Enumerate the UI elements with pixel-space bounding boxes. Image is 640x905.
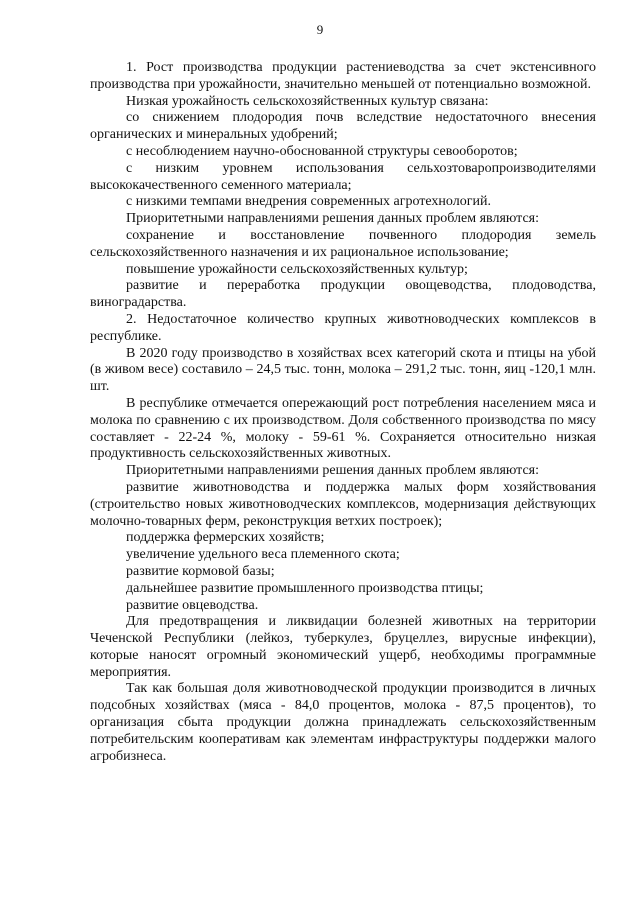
paragraph: 1. Рост производства продукции растениеводства за счет экстенсивного производства при урожайности, значительно меньшей от потенциально возможной. [90,60,596,92]
paragraph: повышение урожайности сельскохозяйственных культур; [126,261,468,277]
paragraph: В 2020 году производство в хозяйствах всех категорий скота и птицы на убой (в живом весе) составило – 24,5 тыс. тонн, молока – 291,2 тыс. тонн, яиц -120,1 млн. шт. [90,345,596,395]
paragraph: развитие животноводства и поддержка малых форм хозяйствования (строительство новых животноводческих комплексов, модернизация действующих молочно-товарных ферм, реконструкция ветхих построек); [90,479,596,529]
paragraph: увеличение удельного веса племенного скота; [126,547,400,563]
paragraph: сохранение и восстановление почвенного плодородия земель сельскохозяйственного назначения и их рациональное использование; [90,227,596,260]
paragraph: развитие овцеводства. [126,597,259,613]
paragraph: Так как большая доля животноводческой продукции производится в личных подсобных хозяйствах (мяса - 84,0 процентов, молока - 87,5 процентов), то организация сбыта продукции должна принадлежать сельскохозяйственным потребительским кооперативам как элементам инфраструктуры поддержки малого агробизнеса. [90,681,596,764]
paragraph: развитие кормовой базы; [126,563,275,579]
page-number: 9 [316,22,324,37]
paragraph: Приоритетными направлениями решения данных проблем являются: [126,463,540,479]
paragraph: с несоблюдением научно-обоснованной структуры севооборотов; [126,143,518,159]
document-body [90,60,596,765]
paragraph: с низкими темпами внедрения современных агротехнологий. [126,194,491,210]
paragraph: Приоритетными направлениями решения данных проблем являются: [126,211,540,227]
paragraph: дальнейшее развитие промышленного производства птицы; [126,580,484,596]
paragraph: 2. Недостаточное количество крупных животноводческих комплексов в республике. [90,311,596,344]
paragraph: со снижением плодородия почв вследствие недостаточного внесения органических и минеральных удобрений; [90,110,596,143]
paragraph: с низким уровнем использования сельхозтоваропроизводителями высококачественного семенного материала; [90,160,596,193]
paragraph: В республике отмечается опережающий рост потребления населением мяса и молока по сравнению с их производством. Доля собственного производства по мясу составляет - 22-24 %, молоку - 59-61 %. Сохраняется относительно низкая продуктивность сельскохозяйственных животных. [90,395,596,462]
paragraph: поддержка фермерских хозяйств; [126,530,325,546]
paragraph: Для предотвращения и ликвидации болезней животных на территории Чеченской Республики (лейкоз, туберкулез, бруцеллез, вирусные инфекции), которые наносят огромный экономический ущерб, необходимы программные мероприятия. [90,614,596,680]
paragraph: развитие и переработка продукции овощеводства, плодоводства, виноградарства. [90,278,596,311]
paragraph: Низкая урожайность сельскохозяйственных культур связана: [126,93,489,109]
